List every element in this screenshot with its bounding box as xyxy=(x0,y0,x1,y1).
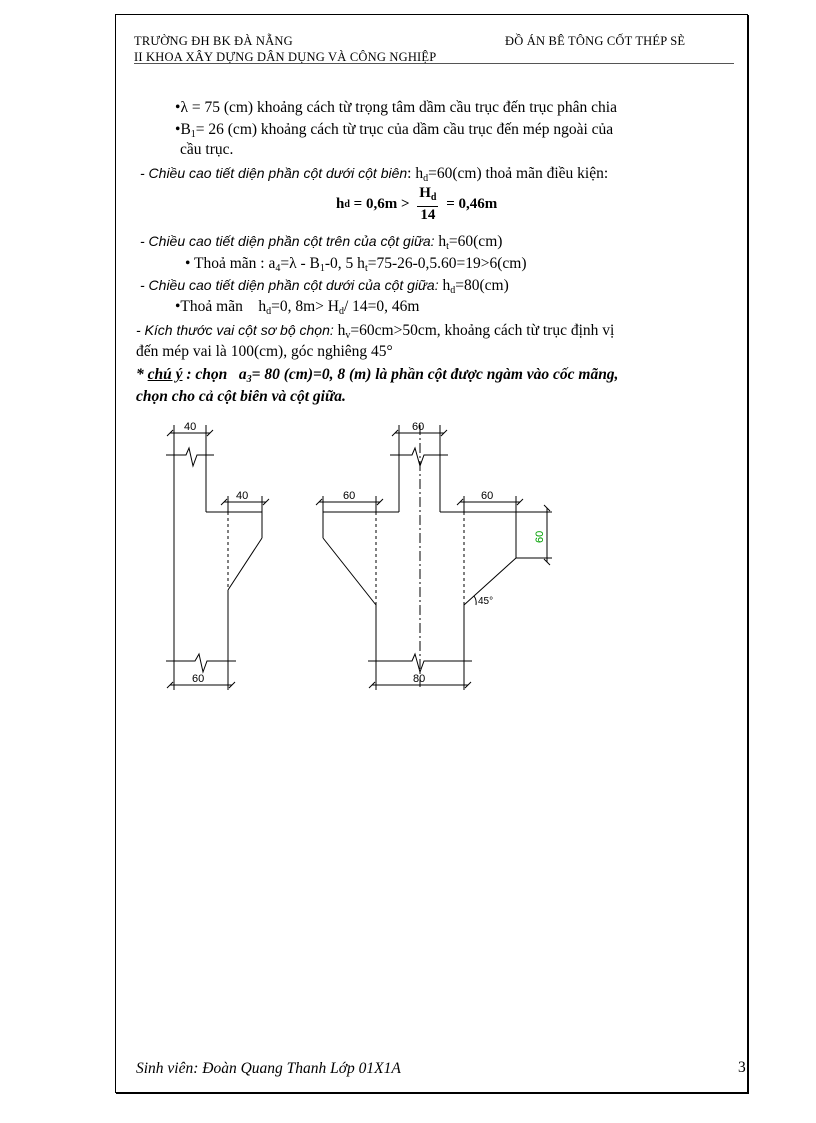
header-project: ĐỒ ÁN BÊ TÔNG CỐT THÉP SÈ xyxy=(505,34,686,48)
line-hd-edge: - Chiều cao tiết diện phần cột dưới cột biên: $h_d=60(cm)$ thoả mãn điều kiện: xyxy=(140,165,609,184)
note-line1: * chú ý : chọn $a_3= 80$ (cm)=0, 8 (m) là phần cột được ngàm vào cốc mãng, xyxy=(136,366,619,385)
line-shoulder-cont: đến mép vai là 100(cm), góc nghiêng 45° xyxy=(136,343,393,360)
line-check-a4: • Thoả mãn : $a_4=\lambda - B_1-0$, 5 $h_t=75-26-0,5.60=19>6(cm)$ xyxy=(185,255,527,274)
fraction: $\frac{H_d}{14}$ xyxy=(419,185,437,223)
dim-bottom-left: 60 xyxy=(192,673,205,685)
header-school: TRƯỜNG ĐH BK ĐÀ NẴNG xyxy=(134,34,293,48)
dim-top-mid: 60 xyxy=(412,421,425,433)
bullet-b1-cont: cầu trục. xyxy=(180,141,234,158)
dim-bracket-left: 40 xyxy=(236,490,249,502)
middle-column xyxy=(319,425,552,690)
footer-student: Sinh viên: Đoàn Quang Thanh Lớp 01X1A xyxy=(136,1060,401,1077)
note-line2: chọn cho cả cột biên và cột giữa. xyxy=(136,388,346,405)
edge-column xyxy=(166,425,266,690)
line-check-hd: •Thoả mãn $h_d=0$, $8m> H_d/$ 14=0, 46m xyxy=(175,298,420,317)
dim-vertical: 60 xyxy=(534,530,546,543)
dim-bottom-mid: 80 xyxy=(413,673,426,685)
angle-label: 45° xyxy=(478,596,494,607)
line-shoulder: - Kích thước vai cột sơ bộ chọn: $h_v=60cm>50cm$, khoảng cách từ trục định vị xyxy=(136,322,615,341)
dim-bracket-mid-right: 60 xyxy=(481,490,494,502)
line-ht-mid: - Chiều cao tiết diện phần cột trên của cột giữa: $h_t=60(cm)$ xyxy=(140,233,503,252)
line-hd-mid: - Chiều cao tiết diện phần cột dưới của cột giữa: $h_d=80(cm)$ xyxy=(140,277,509,296)
dim-bracket-mid-left: 60 xyxy=(343,490,356,502)
formula-hd: h d = 0,6m > $\frac{H_d}{14}$ = 0,46m xyxy=(336,185,498,223)
page-number: 3 xyxy=(738,1059,746,1076)
bullet-b1: $•B_1= 26$ (cm) khoảng cách từ trục của dầm cầu trục đến mép ngoài của xyxy=(175,121,614,140)
bullet-lambda: •λ = 75 (cm) khoảng cách từ trọng tâm dầm cầu trục đến trục phân chia xyxy=(175,99,617,116)
dim-top-left: 40 xyxy=(184,421,197,433)
header-faculty: II KHOA XÂY DỰNG DÂN DỤNG VÀ CÔNG NGHIỆP xyxy=(134,50,437,64)
